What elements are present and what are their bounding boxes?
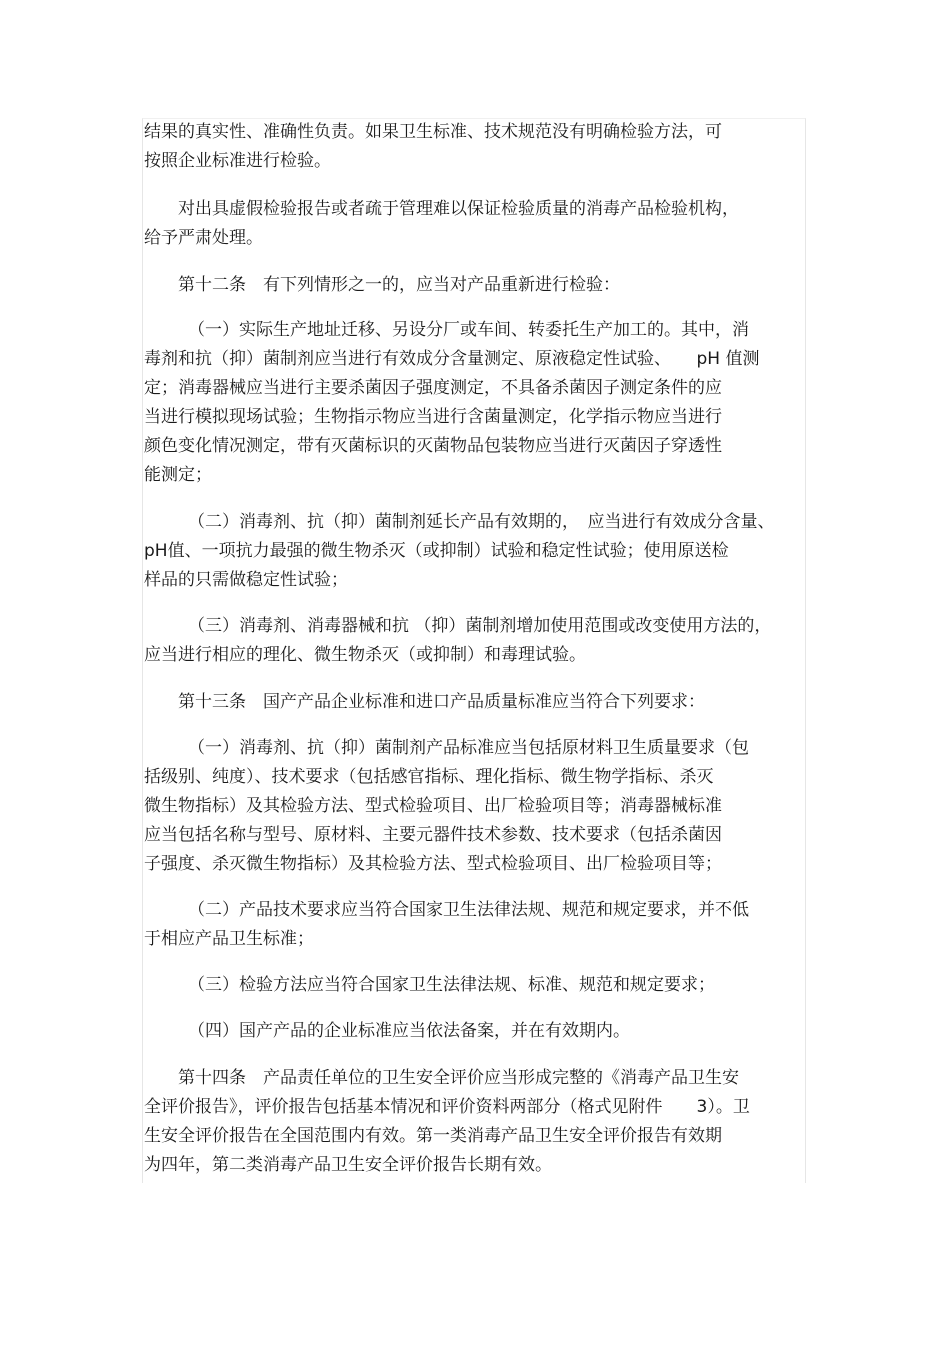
text-line: 生安全评价报告在全国范围内有效。第一类消毒产品卫生安全评价报告有效期 bbox=[144, 1126, 722, 1146]
text-line: （二）产品技术要求应当符合国家卫生法律法规、规范和规定要求，并不低 bbox=[188, 900, 749, 920]
text-line: 第十四条 产品责任单位的卫生安全评价应当形成完整的《消毒产品卫生安 bbox=[178, 1068, 739, 1088]
paragraph-continuation bbox=[144, 118, 722, 176]
text-line: （三）消毒剂、消毒器械和抗 （抑）菌制剂增加使用范围或改变使用方法的， bbox=[188, 616, 772, 636]
article-13-item-4 bbox=[144, 1017, 630, 1046]
article-13-item-3 bbox=[144, 971, 715, 1000]
text-line: 定；消毒器械应当进行主要杀菌因子强度测定，不具备杀菌因子测定条件的应 bbox=[144, 378, 722, 398]
text-line: 全评价报告》，评价报告包括基本情况和评价资料两部分（格式见附件 3）。卫 bbox=[144, 1097, 750, 1117]
article-13-heading bbox=[144, 688, 705, 717]
text-line: 括级别、纯度）、技术要求（包括感官指标、理化指标、微生物学指标、杀灭 bbox=[144, 767, 714, 787]
article-14 bbox=[144, 1064, 750, 1180]
text-line: （一）消毒剂、抗（抑）菌制剂产品标准应当包括原材料卫生质量要求（包 bbox=[188, 738, 749, 758]
text-line: 按照企业标准进行检验。 bbox=[144, 151, 331, 171]
text-line: 为四年，第二类消毒产品卫生安全评价报告长期有效。 bbox=[144, 1155, 552, 1175]
text-line: 给予严肃处理。 bbox=[144, 228, 263, 248]
text-line: （四）国产产品的企业标准应当依法备案，并在有效期内。 bbox=[188, 1021, 630, 1041]
text-line: pH值、一项抗力最强的微生物杀灭（或抑制）试验和稳定性试验；使用原送检 bbox=[144, 541, 729, 561]
text-line: 应当包括名称与型号、原材料、主要元器件技术参数、技术要求（包括杀菌因 bbox=[144, 825, 722, 845]
text-line: 第十三条 国产产品企业标准和进口产品质量标准应当符合下列要求： bbox=[178, 692, 705, 712]
text-line: 应当进行相应的理化、微生物杀灭（或抑制）和毒理试验。 bbox=[144, 645, 586, 665]
text-line: 当进行模拟现场试验；生物指示物应当进行含菌量测定，化学指示物应当进行 bbox=[144, 407, 722, 427]
article-12-item-2 bbox=[144, 508, 775, 595]
article-13-item-2 bbox=[144, 896, 749, 954]
text-line: 微生物指标）及其检验方法、型式检验项目、出厂检验项目等；消毒器械标准 bbox=[144, 796, 722, 816]
text-line: 子强度、杀灭微生物指标）及其检验方法、型式检验项目、出厂检验项目等； bbox=[144, 854, 722, 874]
text-line: 能测定； bbox=[144, 465, 212, 485]
text-line: （二）消毒剂、抗（抑）菌制剂延长产品有效期的， 应当进行有效成分含量、 bbox=[188, 512, 775, 532]
article-12-heading bbox=[144, 271, 620, 300]
text-line: 结果的真实性、准确性负责。如果卫生标准、技术规范没有明确检验方法，可 bbox=[144, 122, 722, 142]
text-line: （三）检验方法应当符合国家卫生法律法规、标准、规范和规定要求； bbox=[188, 975, 715, 995]
paragraph-penalty bbox=[144, 195, 739, 253]
article-13-item-1 bbox=[144, 734, 749, 879]
text-line: 颜色变化情况测定，带有灭菌标识的灭菌物品包装物应当进行灭菌因子穿透性 bbox=[144, 436, 722, 456]
text-line: 毒剂和抗（抑）菌制剂应当进行有效成分含量测定、原液稳定性试验、 pH 值测 bbox=[144, 349, 760, 369]
article-12-item-1 bbox=[144, 316, 759, 490]
text-line: 对出具虚假检验报告或者疏于管理难以保证检验质量的消毒产品检验机构， bbox=[178, 199, 739, 219]
text-line: 样品的只需做稳定性试验； bbox=[144, 570, 348, 590]
text-line: 第十二条 有下列情形之一的，应当对产品重新进行检验： bbox=[178, 275, 620, 295]
text-line: （一）实际生产地址迁移、另设分厂或车间、转委托生产加工的。其中，消 bbox=[188, 320, 749, 340]
text-line: 于相应产品卫生标准； bbox=[144, 929, 314, 949]
article-12-item-3 bbox=[144, 612, 771, 670]
